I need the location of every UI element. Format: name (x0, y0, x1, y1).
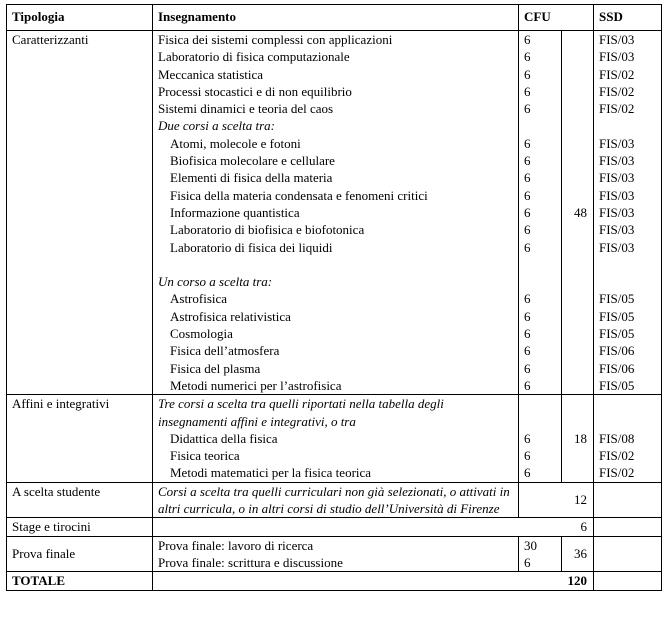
courses-affini (153, 395, 519, 482)
course-name: Laboratorio di fisica computazionale (158, 49, 350, 65)
course-cfu: 6 (524, 343, 531, 359)
spacer (524, 117, 556, 134)
course-ssd: FIS/02 (599, 66, 635, 82)
total-row (7, 572, 662, 591)
course-name: Astrofisica relativistica (170, 308, 291, 324)
courses-prova (153, 536, 519, 572)
tipologia-stage: Stage e tirocini (7, 518, 153, 536)
course-cfu: 6 (524, 101, 531, 117)
section-scelta (7, 482, 662, 518)
courses-caratterizzanti (153, 31, 519, 395)
course-ssd: FIS/02 (599, 465, 635, 481)
course-cfu: 6 (524, 554, 531, 570)
course-name: Metodi matematici per la fisica teorica (170, 465, 372, 481)
course-name: Prova finale: scrittura e discussione (158, 554, 343, 570)
course-cfu: 6 (524, 187, 531, 203)
course-name: Biofisica molecolare e cellulare (170, 153, 335, 169)
course-ssd: FIS/03 (599, 239, 635, 255)
ssd-stage (594, 518, 662, 536)
course-name: Sistemi dinamici e teoria del caos (158, 101, 334, 117)
course-ssd: FIS/02 (599, 448, 635, 464)
course-cfu: 6 (524, 291, 531, 307)
course-cfu: 30 (524, 537, 537, 553)
spacer (524, 256, 556, 273)
course-ssd: FIS/03 (599, 135, 635, 151)
course-cfu: 6 (524, 222, 531, 238)
course-ssd: FIS/03 (599, 153, 635, 169)
affini-intro: Tre corsi a scelta tra quelli riportati nella tabella degli insegnamenti affini e integrativi, o tra (158, 396, 444, 429)
course-cfu: 6 (524, 326, 531, 342)
ssd-caratterizzanti (594, 31, 662, 395)
course-name: Metodi numerici per l’astrofisica (170, 377, 342, 393)
course-cfu: 6 (524, 377, 531, 393)
course-ssd: FIS/05 (599, 377, 635, 393)
course-ssd: FIS/06 (599, 343, 635, 359)
course-cfu: 6 (524, 49, 531, 65)
course-ssd: FIS/05 (599, 291, 635, 307)
course-name: Meccanica statistica (158, 66, 264, 82)
total-ssd (594, 572, 662, 591)
spacer (524, 273, 556, 290)
spacer (158, 256, 513, 273)
section-caratterizzanti (7, 31, 662, 395)
course-name: Didattica della fisica (170, 430, 278, 446)
group-title: Due corsi a scelta tra: (158, 118, 275, 134)
total-cfu-stage: 6 (153, 518, 594, 536)
course-ssd: FIS/03 (599, 204, 635, 220)
course-ssd: FIS/05 (599, 326, 635, 342)
course-cfu: 6 (524, 170, 531, 186)
ssd-prova (594, 536, 662, 572)
tipologia-scelta: A scelta studente (7, 482, 153, 518)
spacer (599, 117, 656, 134)
header-insegnamento: Insegnamento (153, 5, 519, 31)
course-name: Atomi, molecole e fotoni (170, 135, 301, 151)
header-cfu: CFU (519, 5, 594, 31)
ssd-scelta (594, 482, 662, 518)
total-cfu-caratterizzanti: 48 (562, 31, 594, 395)
course-ssd: FIS/02 (599, 101, 635, 117)
course-name: Astrofisica (170, 291, 228, 307)
course-ssd: FIS/03 (599, 49, 635, 65)
course-cfu: 6 (524, 83, 531, 99)
total-cfu-prova: 36 (562, 536, 594, 572)
course-ssd: FIS/06 (599, 360, 635, 376)
course-name: Prova finale: lavoro di ricerca (158, 537, 314, 553)
course-cfu: 6 (524, 135, 531, 151)
tipologia-affini: Affini e integrativi (7, 395, 153, 482)
section-stage (7, 518, 662, 536)
course-ssd: FIS/08 (599, 430, 635, 446)
spacer (599, 395, 656, 412)
course-cfu: 6 (524, 66, 531, 82)
spacer (599, 413, 656, 430)
course-name: Fisica della materia condensata e fenomeni critici (170, 187, 428, 203)
course-cfu: 6 (524, 448, 531, 464)
course-name: Fisica dei sistemi complessi con applicazioni (158, 32, 393, 47)
course-name: Laboratorio di biofisica e biofotonica (170, 222, 365, 238)
course-name: Elementi di fisica della materia (170, 170, 333, 186)
cfu-affini (519, 395, 562, 482)
total-cfu-scelta: 12 (519, 482, 594, 518)
course-ssd: FIS/02 (599, 83, 635, 99)
total-value: 120 (153, 572, 594, 591)
tipologia-caratterizzanti: Caratterizzanti (7, 31, 153, 395)
scelta-description: Corsi a scelta tra quelli curriculari non già selezionati, o attivati in altri curricula, o in altri corsi di studio dell’Università di Firenze (153, 482, 519, 518)
course-cfu: 6 (524, 430, 531, 446)
course-cfu: 6 (524, 360, 531, 376)
course-cfu: 6 (524, 153, 531, 169)
course-ssd: FIS/05 (599, 308, 635, 324)
course-cfu: 6 (524, 204, 531, 220)
cfu-prova (519, 536, 562, 572)
course-cfu: 6 (524, 32, 531, 47)
spacer (524, 395, 556, 412)
course-name: Laboratorio di fisica dei liquidi (170, 239, 333, 255)
header-ssd: SSD (594, 5, 662, 31)
curriculum-table (6, 4, 662, 591)
course-name: Cosmologia (170, 326, 233, 342)
course-name: Fisica del plasma (170, 360, 261, 376)
course-name: Fisica teorica (170, 448, 240, 464)
course-name: Processi stocastici e di non equilibrio (158, 83, 352, 99)
course-name: Fisica dell’atmosfera (170, 343, 280, 359)
course-ssd: FIS/03 (599, 170, 635, 186)
course-ssd: FIS/03 (599, 32, 635, 47)
section-prova (7, 536, 662, 572)
section-affini (7, 395, 662, 482)
spacer (524, 413, 556, 430)
tipologia-prova: Prova finale (7, 536, 153, 572)
spacer (599, 256, 656, 273)
cfu-caratterizzanti (519, 31, 562, 395)
header-row (7, 5, 662, 31)
total-cfu-affini: 18 (562, 395, 594, 482)
header-tipologia: Tipologia (7, 5, 153, 31)
course-name: Informazione quantistica (170, 204, 300, 220)
course-ssd: FIS/03 (599, 222, 635, 238)
course-ssd: FIS/03 (599, 187, 635, 203)
course-cfu: 6 (524, 465, 531, 481)
spacer (599, 273, 656, 290)
course-cfu: 6 (524, 308, 531, 324)
ssd-affini (594, 395, 662, 482)
total-label: TOTALE (7, 572, 153, 591)
group-title: Un corso a scelta tra: (158, 274, 273, 290)
course-cfu: 6 (524, 239, 531, 255)
